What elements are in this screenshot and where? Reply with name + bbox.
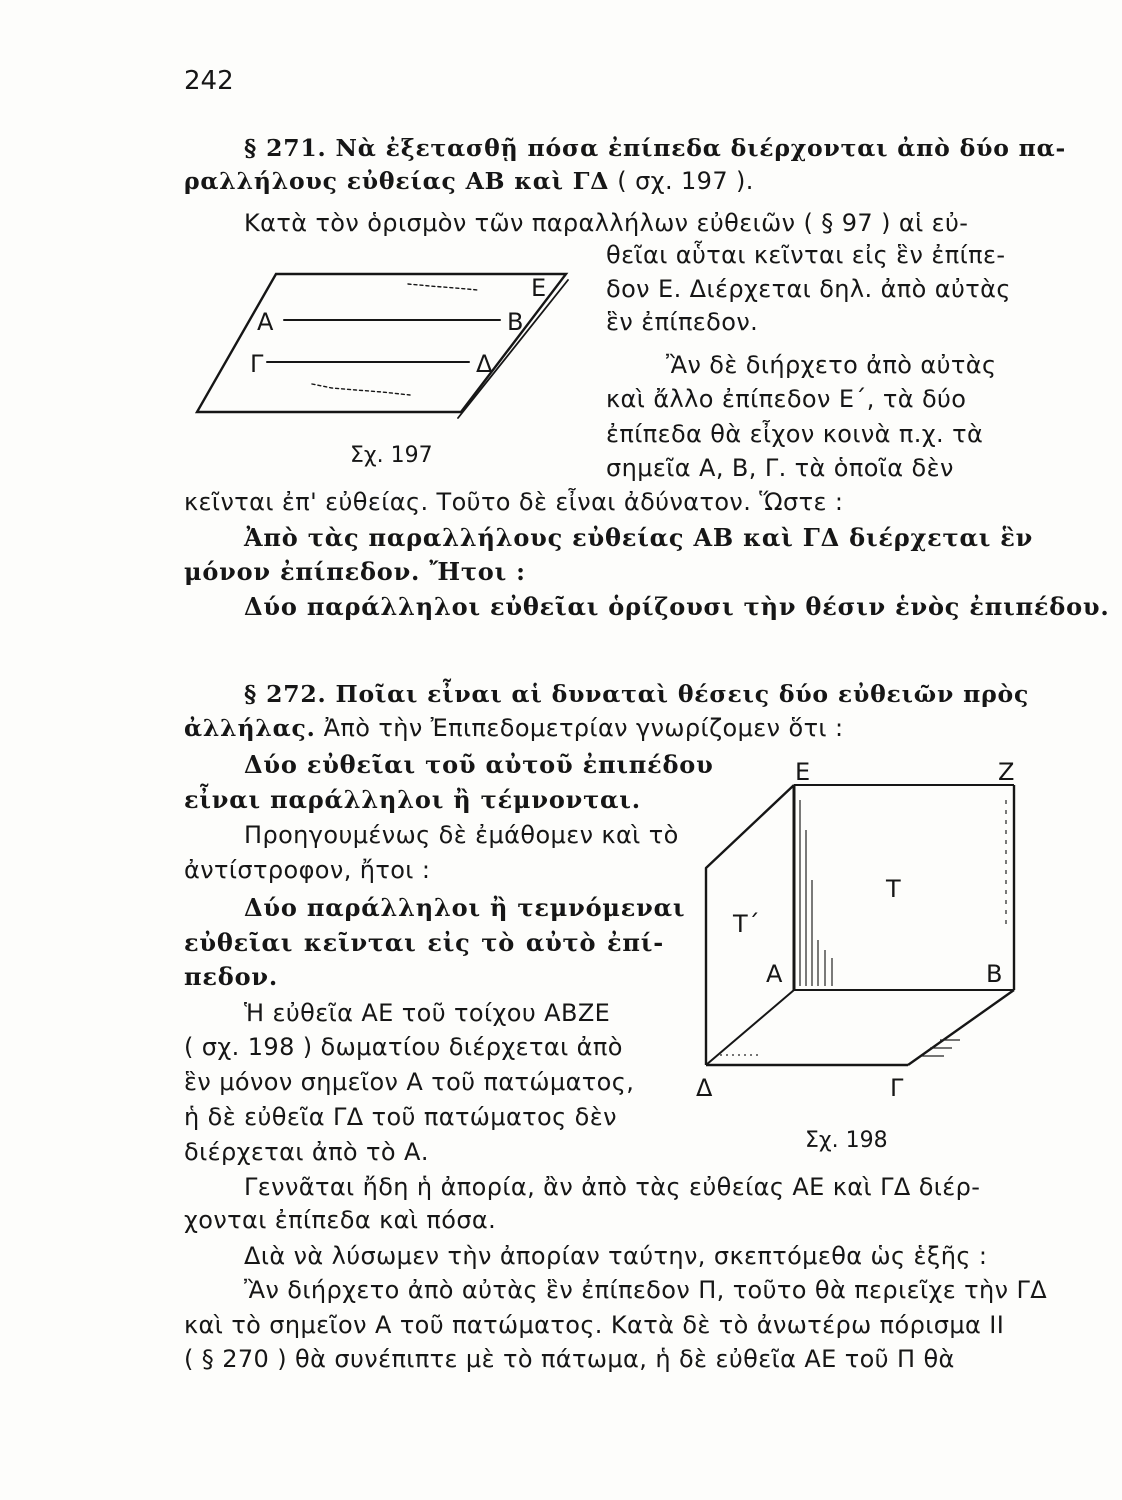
theorem-line: Δύο παράλληλοι ἢ τεμνόμεναι xyxy=(244,893,686,922)
word: κεῖνται xyxy=(303,928,417,957)
text-line: διέρχεται ἀπὸ τὸ Α. xyxy=(184,1138,429,1166)
label-d: Δ xyxy=(476,350,493,378)
text-line: ἓν ἐπίπεδον. xyxy=(606,308,759,336)
label-d: Δ xyxy=(696,1074,713,1102)
label-z: Ζ xyxy=(998,758,1015,786)
text-line: Διὰ νὰ λύσωμεν τὴν ἀπορίαν ταύτην, σκεπτόμεθα ὡς ἑξῆς : xyxy=(244,1242,988,1270)
label-g: Γ xyxy=(250,350,264,378)
theorem-line: εἶναι παράλληλοι ἢ τέμνονται. xyxy=(184,785,641,814)
label-e: Ε xyxy=(795,758,811,786)
edge-ad xyxy=(706,990,794,1065)
text-line: Ἂν δὲ διήρχετο ἀπὸ αὐτὰς xyxy=(666,351,997,379)
figure-198-caption: Σχ. 198 xyxy=(805,1128,888,1153)
page-number: 242 xyxy=(184,66,234,96)
text-line: θεῖαι αὗται κεῖνται εἰς ἓν ἐπίπε- xyxy=(606,241,1006,269)
text-line: ( σχ. 198 ) δωματίου διέρχεται ἀπὸ xyxy=(184,1033,623,1061)
word: τὸ xyxy=(481,928,516,957)
text-line: ἐπίπεδα θὰ εἶχον κοινὰ π.χ. τὰ xyxy=(606,420,984,448)
theorem-line: Ἀπὸ τὰς παραλλήλους εὐθείας ΑΒ καὶ ΓΔ διέρχεται ἓν xyxy=(244,523,1034,552)
figure-197-caption: Σχ. 197 xyxy=(350,443,433,468)
label-a: Α xyxy=(257,308,274,336)
theorem-line: Δύο εὐθεῖαι τοῦ αὐτοῦ ἐπιπέδου xyxy=(244,750,714,779)
section-272-heading-line1: § 272. Ποῖαι εἶναι αἱ δυναταὶ θέσεις δύο εὐθειῶν πρὸς xyxy=(244,680,1030,708)
theorem-line: μόνον ἐπίπεδον. Ἤτοι : xyxy=(184,557,526,586)
section-271-heading-bold: ραλλήλους εὐθείας ΑΒ καὶ ΓΔ xyxy=(184,167,610,195)
text-line: ἀντίστροφον, ἤτοι : xyxy=(184,856,431,884)
section-271-figure-ref: ( σχ. 197 ). xyxy=(617,167,754,195)
label-t-prime: Τ΄ xyxy=(733,910,760,938)
text-line: χονται ἐπίπεδα καὶ πόσα. xyxy=(184,1206,497,1234)
label-e: Ε xyxy=(531,274,547,302)
word: εὐθεῖαι xyxy=(184,928,294,957)
label-g: Γ xyxy=(890,1074,904,1102)
text-line: Ἂν διήρχετο ἀπὸ αὐτὰς ἓν ἐπίπεδον Π, τοῦτο θὰ περιεῖχε τὴν ΓΔ xyxy=(244,1276,1048,1304)
label-b: Β xyxy=(507,308,524,336)
text-line: Γεννᾶται ἤδη ἡ ἀπορία, ἂν ἀπὸ τὰς εὐθείας ΑΕ καὶ ΓΔ διέρ- xyxy=(244,1173,981,1201)
text-line: Κατὰ τὸν ὁρισμὸν τῶν παραλλήλων εὐθειῶν ( § 97 ) αἱ εὐ- xyxy=(244,209,969,237)
section-272-heading-rest: Ἀπὸ τὴν Ἐπιπεδομετρίαν γνωρίζομεν ὅτι : xyxy=(323,714,844,742)
theorem-line: πεδον. xyxy=(184,962,278,991)
text-line: καὶ ἄλλο ἐπίπεδον Ε΄, τὰ δύο xyxy=(606,385,967,413)
text-line: Προηγουμένως δὲ ἐμάθομεν καὶ τὸ xyxy=(244,821,679,849)
label-t: Τ xyxy=(886,875,901,903)
text-line: ἡ δὲ εὐθεῖα ΓΔ τοῦ πατώματος δὲν xyxy=(184,1103,617,1131)
text-line: ἓν μόνον σημεῖον Α τοῦ πατώματος, xyxy=(184,1068,635,1096)
word: εἰς xyxy=(427,928,471,957)
section-272-heading-bold: ἀλλήλας. xyxy=(184,714,316,742)
text-line: Ἡ εὐθεῖα ΑΕ τοῦ τοίχου ΑΒΖΕ xyxy=(244,999,611,1027)
word: αὐτὸ xyxy=(525,928,597,957)
text-line: σημεῖα Α, Β, Γ. τὰ ὁποῖα δὲν xyxy=(606,454,954,482)
theorem-line: Δύο παράλληλοι εὐθεῖαι ὁρίζουσι τὴν θέσιν ἑνὸς ἐπιπέδου. xyxy=(244,592,1110,621)
label-b: Β xyxy=(986,960,1003,988)
text-line: ( § 270 ) θὰ συνέπιπτε μὲ τὸ πάτωμα, ἡ δὲ εὐθεῖα ΑΕ τοῦ Π θὰ xyxy=(184,1345,955,1373)
text-line: δον Ε. Διέρχεται δηλ. ἀπὸ αὐτὰς xyxy=(606,275,1011,303)
edge-bg xyxy=(908,990,1014,1065)
text-line: κεῖνται ἐπ' εὐθείας. Τοῦτο δὲ εἶναι ἀδύνατον. Ὥστε : xyxy=(184,488,844,516)
label-a: Α xyxy=(766,960,783,988)
text-line: καὶ τὸ σημεῖον Α τοῦ πατώματος. Κατὰ δὲ τὸ ἀνωτέρω πόρισμα ΙΙ xyxy=(184,1311,1005,1339)
word: ἐπί- xyxy=(607,928,664,957)
section-271-heading-line1: § 271. Νὰ ἐξετασθῇ πόσα ἐπίπεδα διέρχονται ἀπὸ δύο πα- xyxy=(244,134,1067,162)
